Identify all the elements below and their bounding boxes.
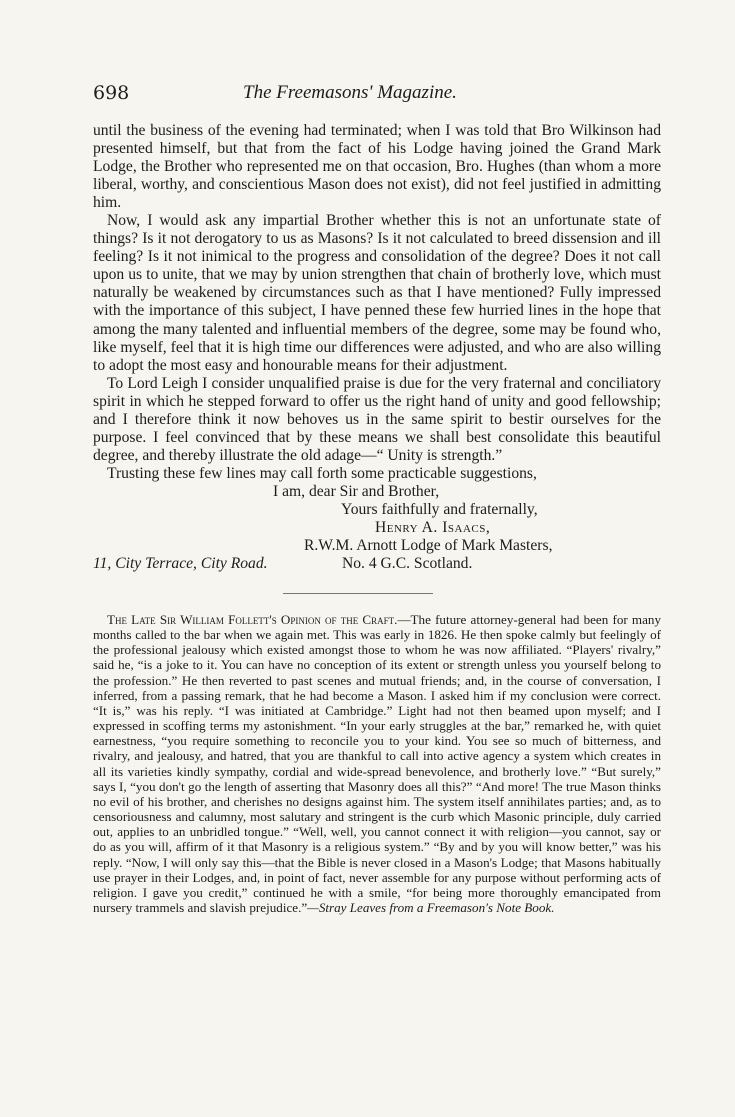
article-paragraph [93, 612, 661, 915]
page-number: 698 [93, 82, 130, 104]
article-source: —Stray Leaves from a Freemason's Note Book. [307, 899, 555, 915]
magazine-title: The Freemasons' Magazine. [243, 82, 457, 103]
article-body: —The future attorney-general had been for many months called to the bar when we again met. This was early in 1826. He then spoke calmly but feelingly of the professional jealousy which existed amongst those to whom he was now affiliated. “Players' rivalry,” said he, “is a joke to it. You can have no conception of its extent or strength unless you yourself belong to the profession.” He then reverted to past scenes and mutual friends; and, in the course of conversation, I inferred, from a passing remark, that he had become a Mason. I asked him if my conclusion were correct. “It is,” was his reply. “I was initiated at Cambridge.” Light had not then beamed upon myself; and I expressed in scoffing terms my astonishment. “In your early struggles at the bar,” remarked he, with quiet earnestness, “you require something to reconcile you to your kind. You see so much of bitterness, and rivalry, and jealousy, and hatred, that you are thankful to call into active agency a system which creates in all its varieties kindly sympathy, cordial and wide-spread benevolence, and brotherly love.” “But surely,” says I, “you don't go the length of asserting that Masonry does all this?” “And more! The true Mason thinks no evil of his brother, and cherishes no designs against him. The system itself annihilates parties; and, as to censoriousness and calumny, most salutary and stringent is the curb which Masonic principle, duly carried out, applies to an unbridled tongue.” “Well, well, you cannot connect it with religion—you cannot, say or do as you will, affirm of it that Masonry is a religious system.” “By and by you will know better,” was his reply. “Now, I will only say this—that the Bible is never closed in a Mason's Lodge; that Masons habitually use prayer in their Lodges, and, in point of fact, never assemble for any purpose without performing acts of religion. I gave you credit,” continued he with a smile, “for being more thoroughly emancipated from nursery trammels and slavish prejudice.” [93, 612, 661, 915]
letter-paragraph: Trusting these few lines may call forth some practicable suggestions, [107, 464, 537, 482]
section-divider [283, 593, 433, 594]
letter [93, 122, 661, 573]
closing-line: Yours faithfully and fraternally, [341, 500, 538, 518]
article-title: The Late Sir William Follett's Opinion of the Craft. [107, 612, 398, 627]
letter-paragraph: until the business of the evening had terminated; when I was told that Bro Wilkinson had presented himself, but that from the fact of his Lodge having joined the Grand Mark Lodge, the Brother who represented me on that occasion, Bro. Hughes (than whom a more liberal, worthy, and conscientious Mason does not exist), did not feel justified in admitting him. [93, 122, 661, 212]
lodge-number: No. 4 G.C. Scotland. [342, 555, 473, 573]
article [93, 612, 661, 915]
address: 11, City Terrace, City Road. [93, 555, 268, 573]
lodge-title: R.W.M. Arnott Lodge of Mark Masters, [304, 537, 553, 555]
letter-paragraph: To Lord Leigh I consider unqualified praise is due for the very fraternal and conciliatory spirit in which he stepped forward to offer us the right hand of unity and good fellowship; and I therefore think it now behoves us in the same spirit to bestir ourselves for the purpose. I feel convinced that by these means we shall best consolidate this beautiful degree, and thereby illustrate the old adage—“ Unity is strength.” [93, 374, 661, 464]
signature: Henry A. Isaacs, [375, 519, 491, 537]
page-header [93, 82, 661, 112]
letter-paragraph: Now, I would ask any impartial Brother whether this is not an unfortunate state of things? Is it not derogatory to us as Masons? Is it not calculated to breed dissension and ill feeling? Is it not inimical to the progress and consolidation of the degree? Does it not call upon us to unite, that we may by union strengthen that chain of brotherly love, which must naturally be weakened by circumstances such as that I have mentioned? Fully impressed with the importance of this subject, I have penned these few hurried lines in the hope that among the many talented and influential members of the degree, some may be found who, like myself, feel that it is high time our differences were adjusted, and who are also willing to adopt the most easy and honourable means for their adjustment. [93, 212, 661, 374]
closing-line: I am, dear Sir and Brother, [273, 482, 440, 500]
signature-block [93, 537, 661, 573]
